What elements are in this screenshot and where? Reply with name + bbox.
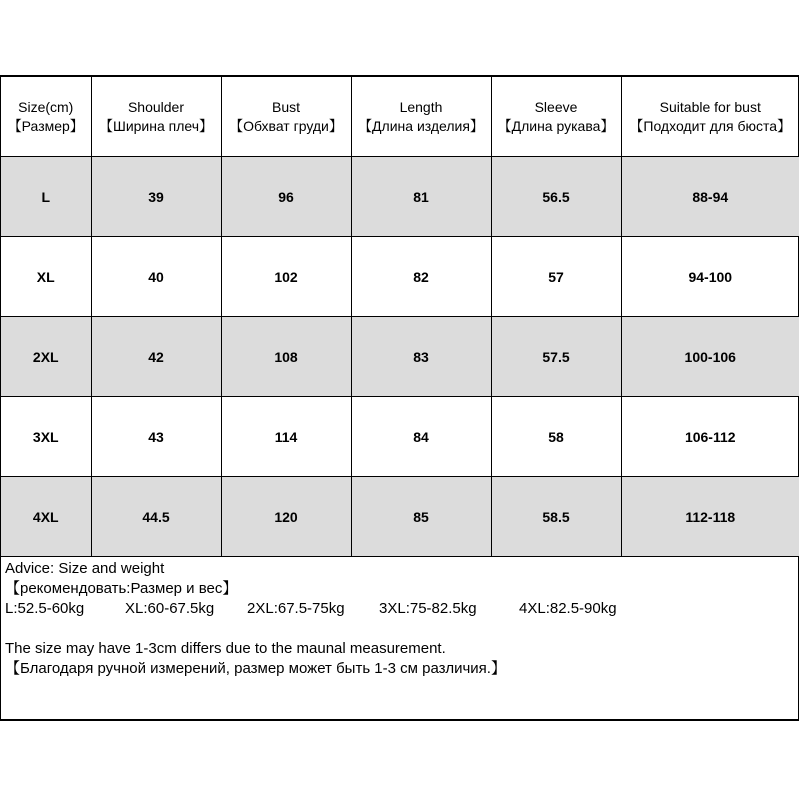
cell-suitable-bust: 112-118 xyxy=(621,477,799,557)
cell-suitable-bust: 94-100 xyxy=(621,237,799,317)
table-row xyxy=(1,157,799,237)
weight-3xl: 3XL:75-82.5kg xyxy=(379,600,477,617)
advice-title-ru: 【рекомендовать:Размер и вес】 xyxy=(5,580,238,597)
cell-size: L xyxy=(1,157,91,237)
spacer xyxy=(5,619,617,639)
cell-suitable-bust: 88-94 xyxy=(621,157,799,237)
cell-sleeve: 57.5 xyxy=(491,317,621,397)
advice-title-en: Advice: Size and weight xyxy=(5,560,165,577)
cell-bust: 120 xyxy=(221,477,351,557)
header-row xyxy=(1,77,799,157)
cell-shoulder: 39 xyxy=(91,157,221,237)
cell-sleeve: 57 xyxy=(491,237,621,317)
cell-bust: 102 xyxy=(221,237,351,317)
cell-suitable-bust: 100-106 xyxy=(621,317,799,397)
cell-shoulder: 43 xyxy=(91,397,221,477)
advice-section xyxy=(5,559,617,679)
cell-length: 81 xyxy=(351,157,491,237)
header-suitable-bust: Suitable for bust 【Подходит для бюста】 xyxy=(621,77,799,157)
weight-4xl: 4XL:82.5-90kg xyxy=(519,600,617,617)
cell-length: 82 xyxy=(351,237,491,317)
cell-shoulder: 44.5 xyxy=(91,477,221,557)
cell-bust: 114 xyxy=(221,397,351,477)
cell-size: XL xyxy=(1,237,91,317)
cell-size: 2XL xyxy=(1,317,91,397)
cell-size: 4XL xyxy=(1,477,91,557)
header-shoulder: Shoulder 【Ширина плеч】 xyxy=(91,77,221,157)
header-sleeve: Sleeve 【Длина рукава】 xyxy=(491,77,621,157)
cell-suitable-bust: 106-112 xyxy=(621,397,799,477)
cell-sleeve: 58.5 xyxy=(491,477,621,557)
weight-2xl: 2XL:67.5-75kg xyxy=(247,600,345,617)
cell-size: 3XL xyxy=(1,397,91,477)
note-en: The size may have 1-3cm differs due to the maunal measurement. xyxy=(5,640,446,657)
cell-bust: 96 xyxy=(221,157,351,237)
size-chart xyxy=(0,75,799,721)
weight-l: L:52.5-60kg xyxy=(5,600,85,617)
table-row xyxy=(1,317,799,397)
note-ru: 【Благодаря ручной измерений, размер может быть 1-3 см различия.】 xyxy=(5,660,506,677)
size-table xyxy=(1,77,799,557)
table-row xyxy=(1,397,799,477)
table-row xyxy=(1,237,799,317)
header-length: Length 【Длина изделия】 xyxy=(351,77,491,157)
weight-xl: XL:60-67.5kg xyxy=(125,600,215,617)
cell-shoulder: 42 xyxy=(91,317,221,397)
cell-bust: 108 xyxy=(221,317,351,397)
cell-shoulder: 40 xyxy=(91,237,221,317)
cell-length: 85 xyxy=(351,477,491,557)
cell-length: 84 xyxy=(351,397,491,477)
cell-sleeve: 58 xyxy=(491,397,621,477)
table-row xyxy=(1,477,799,557)
cell-sleeve: 56.5 xyxy=(491,157,621,237)
header-bust: Bust 【Обхват груди】 xyxy=(221,77,351,157)
cell-length: 83 xyxy=(351,317,491,397)
header-size: Size(cm) 【Размер】 xyxy=(1,77,91,157)
weight-list xyxy=(5,599,617,619)
